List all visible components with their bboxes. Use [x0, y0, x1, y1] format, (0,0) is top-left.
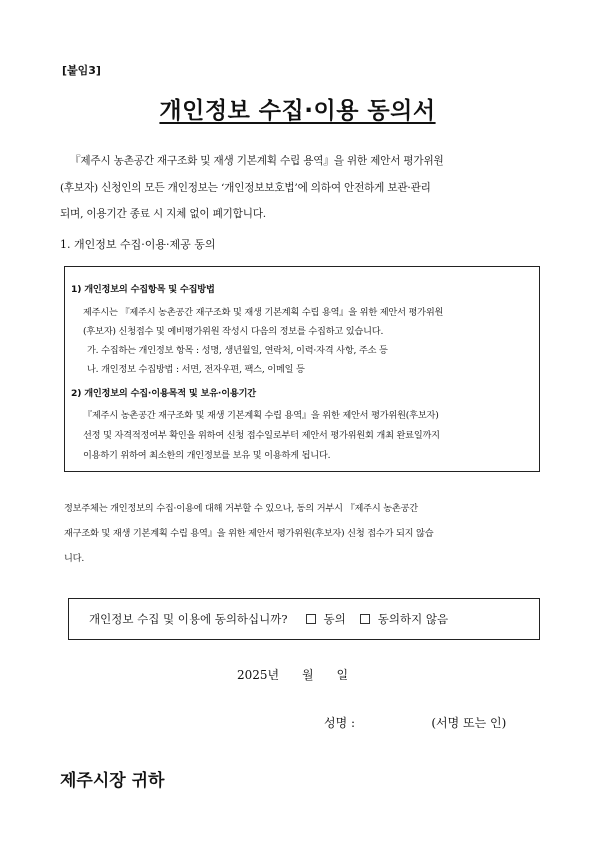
consent-question: 개인정보 수집 및 이용에 동의하십니까? [89, 612, 288, 626]
document-title-wrap [0, 92, 595, 125]
info-line: 나. 개인정보 수집방법 : 서면, 전자우편, 팩스, 이메일 등 [87, 364, 305, 375]
disagree-label: 동의하지 않음 [377, 612, 449, 626]
signature-hint: (서명 또는 인) [431, 716, 507, 730]
agree-label: 동의 [323, 612, 346, 626]
date-row [237, 666, 348, 683]
info-subheading-purpose: 2) 개인정보의 수집·이용목적 및 보유·이용기간 [71, 388, 256, 399]
consent-row [89, 611, 448, 627]
info-line: 선정 및 자격적정여부 확인을 위하여 신청 접수일로부터 제안서 평가위원회 개최 완료일까지 [83, 430, 440, 441]
notice-line: 정보주체는 개인정보의 수집·이용에 대해 거부할 수 있으나, 동의 거부시 『제주시 농촌공간 [64, 503, 418, 514]
notice-line: 재구조화 및 재생 기본계획 수립 용역』을 위한 제안서 평가위원(후보자) 신청 접수가 되지 않습 [64, 528, 434, 539]
info-line: 제주시는 『제주시 농촌공간 재구조화 및 재생 기본계획 수립 용역』을 위한 제안서 평가위원 [83, 307, 444, 318]
agree-checkbox[interactable] [306, 614, 316, 624]
info-subheading-collection: 1) 개인정보의 수집항목 및 수집방법 [71, 284, 215, 295]
info-line: 이용하기 위하여 최소한의 개인정보를 보유 및 이용하게 됩니다. [83, 450, 331, 461]
agree-option[interactable] [306, 611, 346, 627]
intro-line: (후보자) 신청인의 모든 개인정보는 ‘개인정보보호법’에 의하여 안전하게 보관·관리 [60, 181, 431, 194]
date-month: 월 [302, 668, 314, 682]
document-title: 개인정보 수집·이용 동의서 [159, 98, 436, 124]
addressee: 제주시장 귀하 [60, 771, 165, 791]
section-heading: 1. 개인정보 수집·이용·제공 동의 [60, 238, 216, 251]
intro-line: 되며, 이용기간 종료 시 지체 없이 폐기합니다. [60, 208, 266, 220]
date-day: 일 [336, 668, 349, 682]
info-line: 『제주시 농촌공간 재구조화 및 재생 기본계획 수립 용역』을 위한 제안서 평가위원(후보자) [83, 410, 439, 421]
attachment-tag: [붙임3] [62, 64, 101, 77]
consent-box [68, 598, 540, 640]
signature-row [324, 714, 506, 731]
disagree-checkbox[interactable] [360, 614, 370, 624]
signature-label: 성명 : [324, 716, 356, 730]
notice-line: 니다. [64, 553, 85, 564]
intro-paragraph [60, 148, 540, 228]
date-year: 2025년 [237, 668, 280, 682]
intro-line: 『제주시 농촌공간 재구조화 및 재생 기본계획 수립 용역』을 위한 제안서 평가위원 [70, 155, 444, 167]
refusal-notice [64, 496, 542, 571]
info-line: (후보자) 신청접수 및 예비평가위원 작성시 다음의 정보를 수집하고 있습니다. [83, 326, 384, 337]
disagree-option[interactable] [360, 611, 448, 627]
info-box [64, 266, 540, 472]
info-line: 가. 수집하는 개인정보 항목 : 성명, 생년월일, 연락처, 이력·자격 사항, 주소 등 [87, 345, 388, 356]
